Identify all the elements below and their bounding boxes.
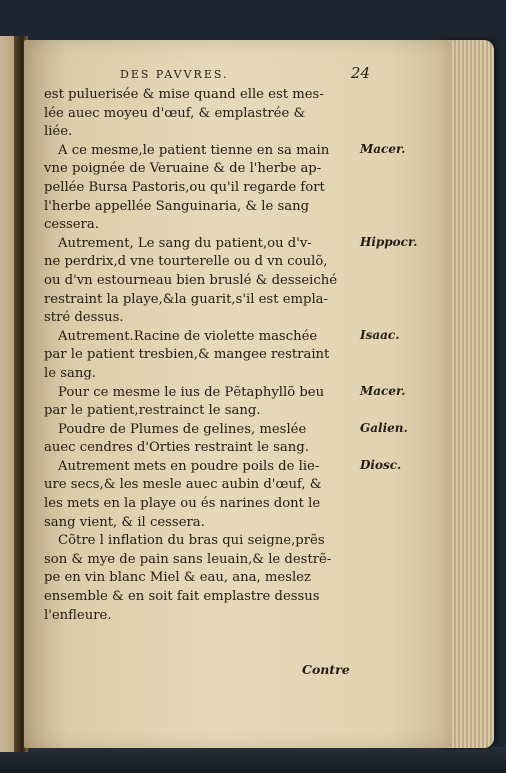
marginal-citation: Macer. bbox=[360, 383, 406, 398]
text-line: Autrement.Racine de violette maschée bbox=[58, 328, 318, 344]
text-line: A ce mesme,le patient tienne en sa main bbox=[58, 142, 330, 158]
page-number: 24 bbox=[350, 64, 370, 82]
text-line: pe en vin blanc Miel & eau, ana, meslez bbox=[44, 570, 311, 586]
text-line: son & mye de pain sans leuain,& le destrẽ- bbox=[44, 551, 332, 567]
text-line: par le patient,restrainct le sang. bbox=[44, 403, 261, 419]
text-line: Poudre de Plumes de gelines, meslée bbox=[58, 421, 307, 437]
text-line: Pour ce mesme le ius de Pẽtaphyllõ beu bbox=[58, 384, 325, 400]
paragraph bbox=[44, 235, 360, 328]
paragraph bbox=[44, 384, 360, 421]
text-line: pellée Bursa Pastoris,ou qu'il regarde fort bbox=[44, 179, 325, 195]
text-line: ne perdrix,d vne tourterelle ou d vn coulõ, bbox=[44, 254, 328, 270]
text-line: liée. bbox=[44, 124, 73, 140]
text-line: par le patient tresbien,& mangee restraint bbox=[44, 347, 330, 363]
running-head: DES PAVVRES. bbox=[120, 68, 229, 81]
paragraph bbox=[44, 142, 360, 235]
text-line: lée auec moyeu d'œuf, & emplastrée & bbox=[44, 105, 306, 121]
text-line: ure secs,& les mesle auec aubin d'œuf, & bbox=[44, 477, 322, 493]
paragraph bbox=[44, 421, 360, 458]
text-line: l'enfleure. bbox=[44, 607, 112, 623]
paragraph bbox=[44, 86, 360, 142]
body-text bbox=[44, 86, 360, 625]
text-line: le sang. bbox=[44, 365, 96, 381]
paragraph bbox=[44, 532, 360, 625]
marginal-citation: Isaac. bbox=[360, 327, 400, 342]
marginal-citation: Diosc. bbox=[360, 458, 402, 472]
text-line: vne poignée de Veruaine & de l'herbe ap- bbox=[44, 161, 322, 177]
text-line: restraint la playe,&la guarit,s'il est empla- bbox=[44, 291, 328, 307]
text-line: Cõtre l inflation du bras qui seigne,prẽs bbox=[58, 533, 325, 549]
text-line: les mets en la playe ou és narines dont le bbox=[44, 496, 321, 512]
text-line: auec cendres d'Orties restraint le sang. bbox=[44, 440, 309, 456]
marginal-citation: Macer. bbox=[360, 141, 406, 156]
text-line: sang vient, & il cessera. bbox=[44, 514, 205, 530]
text-line: cessera. bbox=[44, 217, 99, 233]
page-header bbox=[120, 64, 370, 88]
marginal-citation: Galien. bbox=[360, 420, 408, 435]
text-line: ou d'vn estourneau bien bruslé & desseiché bbox=[44, 272, 338, 288]
catchword: Contre bbox=[302, 662, 350, 677]
paragraph bbox=[44, 328, 360, 384]
text-line: Autrement, Le sang du patient,ou d'v- bbox=[58, 235, 312, 251]
text-line: Autrement mets en poudre poils de lie- bbox=[58, 458, 320, 474]
book bbox=[0, 14, 500, 754]
paragraph bbox=[44, 458, 360, 532]
text-line: l'herbe appellée Sanguinaria, & le sang bbox=[44, 198, 310, 214]
text-line: est puluerisée & mise quand elle est mes- bbox=[44, 87, 324, 102]
book-page bbox=[24, 40, 452, 748]
text-line: stré dessus. bbox=[44, 310, 124, 326]
text-line: ensemble & en soit fait emplastre dessus bbox=[44, 589, 320, 605]
marginal-citation: Hippocr. bbox=[360, 234, 418, 249]
